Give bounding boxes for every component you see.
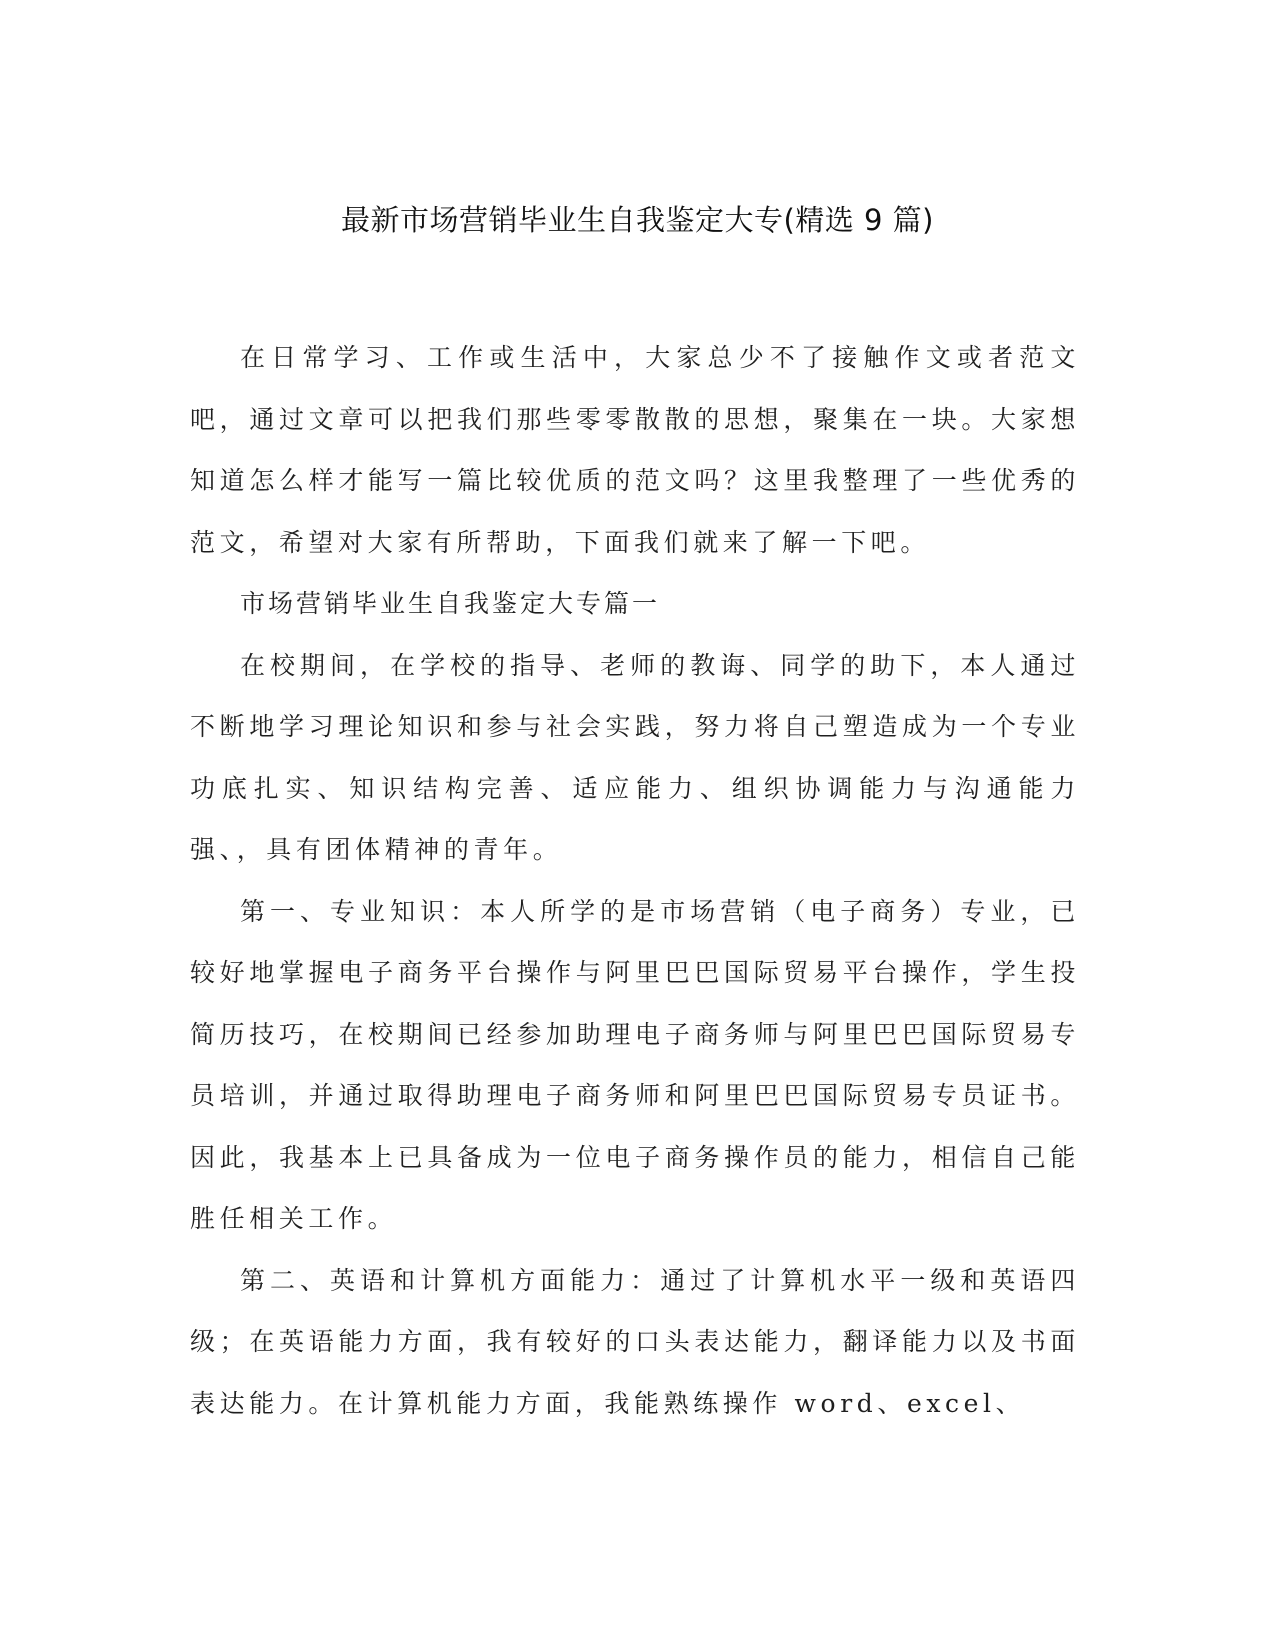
document-title: 最新市场营销毕业生自我鉴定大专(精选 9 篇) [340, 203, 935, 237]
document-body [190, 327, 1080, 1434]
body-paragraph: 在校期间，在学校的指导、老师的教诲、同学的助下，本人通过不断地学习理论知识和参与社会实践，努力将自己塑造成为一个专业功底扎实、知识结构完善、适应能力、组织协调能力与沟通能力强、，具有团体精神的青年。 [190, 650, 1080, 864]
section-heading: 市场营销毕业生自我鉴定大专篇一 [240, 589, 661, 618]
intro-paragraph: 在日常学习、工作或生活中，大家总少不了接触作文或者范文吧，通过文章可以把我们那些零零散散的思想，聚集在一块。大家想知道怎么样才能写一篇比较优质的范文吗？这里我整理了一些优秀的范文，希望对大家有所帮助，下面我们就来了解一下吧。 [190, 343, 1080, 557]
body-paragraph: 第一、专业知识：本人所学的是市场营销（电子商务）专业，已较好地掌握电子商务平台操作与阿里巴巴国际贸易平台操作，学生投简历技巧，在校期间已经参加助理电子商务师与阿里巴巴国际贸易专员培训，并通过取得助理电子商务师和阿里巴巴国际贸易专员证书。因此，我基本上已具备成为一位电子商务操作员的能力，相信自己能胜任相关工作。 [190, 896, 1080, 1233]
body-paragraph: 第二、英语和计算机方面能力：通过了计算机水平一级和英语四级；在英语能力方面，我有较好的口头表达能力，翻译能力以及书面表达能力。在计算机能力方面，我能熟练操作 word、excel、 [190, 1265, 1080, 1418]
